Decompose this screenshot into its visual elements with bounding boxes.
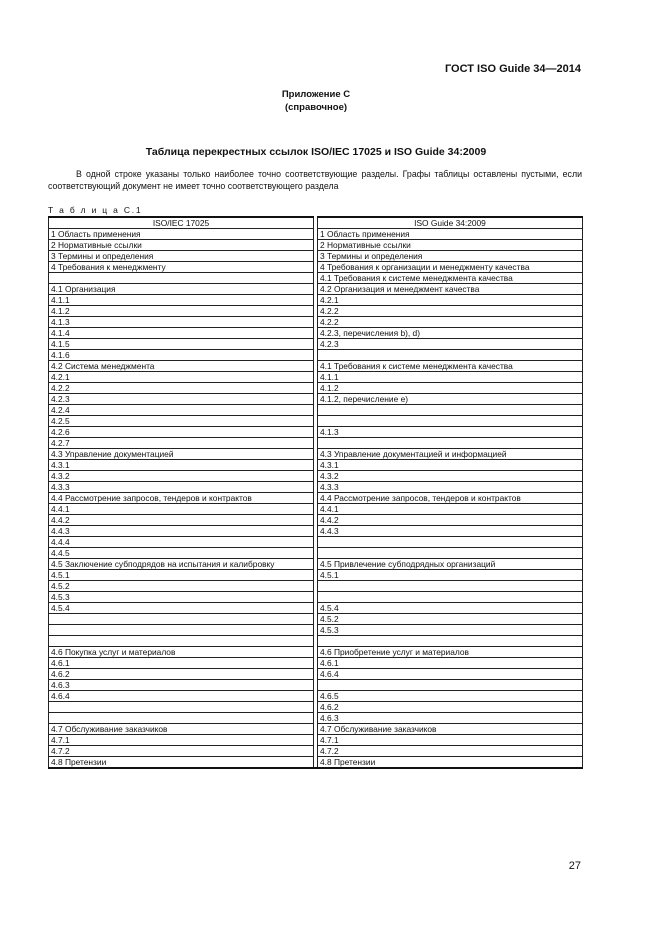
document-code-header: ГОСТ ISO Guide 34—2014 [444, 63, 581, 75]
table-row [49, 493, 583, 504]
column-header-iso-guide-34: ISO Guide 34:2009 [318, 217, 583, 229]
cell-iso-guide-34: 3 Термины и определения [318, 251, 583, 262]
table-row [49, 570, 583, 581]
table-row [49, 482, 583, 493]
cell-iso-guide-34: 4.6.2 [318, 702, 583, 713]
cell-iso-iec-17025: 4.5 Заключение субподрядов на испытания и калибровку [49, 559, 314, 570]
cell-iso-guide-34: 4.4 Рассмотрение запросов, тендеров и контрактов [318, 493, 583, 504]
cell-iso-guide-34: 4.5 Привлечение субподрядных организаций [318, 559, 583, 570]
intro-paragraph [48, 168, 582, 192]
cell-iso-guide-34 [318, 548, 583, 559]
table-row [49, 295, 583, 306]
cell-iso-guide-34: 4 Требования к организации и менеджменту качества [318, 262, 583, 273]
cell-iso-iec-17025 [49, 713, 314, 724]
table-row [49, 306, 583, 317]
cell-iso-iec-17025: 4.4.1 [49, 504, 314, 515]
table-row [49, 460, 583, 471]
cell-iso-guide-34: 4.6.5 [318, 691, 583, 702]
table-row [49, 592, 583, 603]
cell-iso-iec-17025 [49, 702, 314, 713]
cell-iso-guide-34: 4.1 Требования к системе менеджмента качества [318, 361, 583, 372]
cell-iso-iec-17025: 4.7.1 [49, 735, 314, 746]
cell-iso-iec-17025: 4.4.2 [49, 515, 314, 526]
table-row [49, 548, 583, 559]
cell-iso-iec-17025: 4 Требования к менеджменту [49, 262, 314, 273]
cell-iso-iec-17025: 4.2.1 [49, 372, 314, 383]
cell-iso-iec-17025: 4.5.2 [49, 581, 314, 592]
cell-iso-guide-34 [318, 405, 583, 416]
table-row [49, 273, 583, 284]
table-row [49, 427, 583, 438]
cell-iso-guide-34: 1 Область применения [318, 229, 583, 240]
cell-iso-guide-34: 4.2.1 [318, 295, 583, 306]
cell-iso-iec-17025: 4.1.1 [49, 295, 314, 306]
table-row [49, 625, 583, 636]
cell-iso-iec-17025: 4.5.3 [49, 592, 314, 603]
table-row [49, 394, 583, 405]
table-row [49, 405, 583, 416]
table-row [49, 680, 583, 691]
cell-iso-guide-34: 4.2.2 [318, 306, 583, 317]
cell-iso-guide-34: 4.1.1 [318, 372, 583, 383]
cell-iso-iec-17025: 4.2.6 [49, 427, 314, 438]
table-row [49, 504, 583, 515]
cell-iso-iec-17025 [49, 636, 314, 647]
table-header-row [49, 217, 583, 229]
table-row [49, 317, 583, 328]
cell-iso-guide-34: 4.3.3 [318, 482, 583, 493]
table-row [49, 702, 583, 713]
cell-iso-guide-34 [318, 438, 583, 449]
cell-iso-guide-34: 4.2.3 [318, 339, 583, 350]
cell-iso-guide-34: 4.1.3 [318, 427, 583, 438]
table-row [49, 416, 583, 427]
cell-iso-iec-17025: 4.2.5 [49, 416, 314, 427]
table-row [49, 449, 583, 460]
intro-text: В одной строке указаны только наиболее точно соответствующие разделы. Графы таблицы оставлены пустыми, если соответствующий документ не имеет точно соответствующего раздела [48, 169, 582, 191]
cell-iso-guide-34 [318, 537, 583, 548]
table-row [49, 438, 583, 449]
cell-iso-iec-17025: 4.6 Покупка услуг и материалов [49, 647, 314, 658]
table-row [49, 240, 583, 251]
table-row [49, 383, 583, 394]
cell-iso-iec-17025: 4.1.2 [49, 306, 314, 317]
cell-iso-iec-17025 [49, 614, 314, 625]
table-row [49, 262, 583, 273]
cell-iso-iec-17025: 4.5.4 [49, 603, 314, 614]
cell-iso-iec-17025: 4.3.3 [49, 482, 314, 493]
table-row [49, 746, 583, 757]
cell-iso-iec-17025: 4.6.1 [49, 658, 314, 669]
table-row [49, 526, 583, 537]
cell-iso-guide-34: 4.1.2, перечисление е) [318, 394, 583, 405]
cell-iso-guide-34: 4.8 Претензии [318, 757, 583, 769]
cell-iso-iec-17025: 4.1.5 [49, 339, 314, 350]
cell-iso-iec-17025: 3 Термины и определения [49, 251, 314, 262]
table-row [49, 537, 583, 548]
cell-iso-iec-17025: 1 Область применения [49, 229, 314, 240]
cell-iso-guide-34: 4.6 Приобретение услуг и материалов [318, 647, 583, 658]
table-row [49, 757, 583, 769]
cell-iso-iec-17025: 4.5.1 [49, 570, 314, 581]
table-row [49, 647, 583, 658]
table-title: Таблица перекрестных ссылок ISO/IEC 17025 и ISO Guide 34:2009 [145, 146, 487, 158]
cell-iso-guide-34: 4.3.2 [318, 471, 583, 482]
cell-iso-guide-34: 4.3 Управление документацией и информацией [318, 449, 583, 460]
table-label: Т а б л и ц а С.1 [48, 205, 143, 215]
cell-iso-guide-34: 4.1 Требования к системе менеджмента качества [318, 273, 583, 284]
table-row [49, 471, 583, 482]
table-row [49, 229, 583, 240]
cell-iso-iec-17025: 4.2.2 [49, 383, 314, 394]
cell-iso-iec-17025: 4.3.1 [49, 460, 314, 471]
cell-iso-guide-34: 4.4.3 [318, 526, 583, 537]
cell-iso-iec-17025: 4.3 Управление документацией [49, 449, 314, 460]
cell-iso-iec-17025: 4.4.3 [49, 526, 314, 537]
cell-iso-guide-34: 4.5.4 [318, 603, 583, 614]
cell-iso-iec-17025: 4.4 Рассмотрение запросов, тендеров и контрактов [49, 493, 314, 504]
cell-iso-guide-34: 4.2.2 [318, 317, 583, 328]
table-row [49, 658, 583, 669]
cell-iso-guide-34: 4.5.3 [318, 625, 583, 636]
table-row [49, 284, 583, 295]
cell-iso-iec-17025: 4.4.4 [49, 537, 314, 548]
cell-iso-guide-34: 4.4.1 [318, 504, 583, 515]
cell-iso-iec-17025: 4.2.3 [49, 394, 314, 405]
cell-iso-guide-34: 2 Нормативные ссылки [318, 240, 583, 251]
cell-iso-iec-17025: 4.1 Организация [49, 284, 314, 295]
cross-reference-table [48, 216, 583, 769]
table-row [49, 251, 583, 262]
cell-iso-iec-17025: 4.4.5 [49, 548, 314, 559]
table-row [49, 614, 583, 625]
cell-iso-iec-17025: 4.2.7 [49, 438, 314, 449]
cell-iso-iec-17025: 2 Нормативные ссылки [49, 240, 314, 251]
cell-iso-iec-17025: 4.3.2 [49, 471, 314, 482]
table-row [49, 603, 583, 614]
table-row [49, 515, 583, 526]
cell-iso-guide-34 [318, 416, 583, 427]
cell-iso-guide-34: 4.7 Обслуживание заказчиков [318, 724, 583, 735]
table-row [49, 636, 583, 647]
annex-subtitle: (справочное) [284, 102, 348, 113]
cell-iso-guide-34: 4.7.1 [318, 735, 583, 746]
cell-iso-guide-34: 4.4.2 [318, 515, 583, 526]
cell-iso-guide-34: 4.6.3 [318, 713, 583, 724]
table-row [49, 350, 583, 361]
cell-iso-guide-34: 4.6.4 [318, 669, 583, 680]
cell-iso-iec-17025: 4.2 Система менеджмента [49, 361, 314, 372]
cell-iso-iec-17025: 4.6.4 [49, 691, 314, 702]
cell-iso-guide-34: 4.5.1 [318, 570, 583, 581]
table-row [49, 735, 583, 746]
cell-iso-guide-34: 4.6.1 [318, 658, 583, 669]
table-row [49, 328, 583, 339]
table-row [49, 339, 583, 350]
cell-iso-iec-17025: 4.1.6 [49, 350, 314, 361]
table-row [49, 724, 583, 735]
cell-iso-iec-17025: 4.1.3 [49, 317, 314, 328]
table-row [49, 361, 583, 372]
cell-iso-iec-17025 [49, 273, 314, 284]
table-body [49, 229, 583, 769]
annex-heading [0, 88, 632, 114]
cell-iso-guide-34: 4.2.3, перечисления b), d) [318, 328, 583, 339]
cell-iso-guide-34 [318, 350, 583, 361]
cell-iso-iec-17025: 4.1.4 [49, 328, 314, 339]
column-header-iso-iec-17025: ISO/IEC 17025 [49, 217, 314, 229]
table-row [49, 559, 583, 570]
cell-iso-guide-34 [318, 680, 583, 691]
cell-iso-iec-17025: 4.8 Претензии [49, 757, 314, 769]
table-row [49, 669, 583, 680]
cell-iso-guide-34: 4.1.2 [318, 383, 583, 394]
cell-iso-guide-34: 4.5.2 [318, 614, 583, 625]
table-row [49, 581, 583, 592]
cell-iso-guide-34: 4.2 Организация и менеджмент качества [318, 284, 583, 295]
cell-iso-guide-34 [318, 636, 583, 647]
table-row [49, 691, 583, 702]
table-row [49, 713, 583, 724]
cell-iso-iec-17025: 4.6.3 [49, 680, 314, 691]
cell-iso-guide-34: 4.3.1 [318, 460, 583, 471]
cell-iso-iec-17025: 4.2.4 [49, 405, 314, 416]
cell-iso-iec-17025: 4.7 Обслуживание заказчиков [49, 724, 314, 735]
annex-title: Приложение С [281, 89, 351, 100]
cell-iso-guide-34 [318, 581, 583, 592]
table-row [49, 372, 583, 383]
cell-iso-guide-34 [318, 592, 583, 603]
cell-iso-iec-17025: 4.7.2 [49, 746, 314, 757]
page-number: 27 [568, 860, 581, 872]
cell-iso-iec-17025 [49, 625, 314, 636]
cell-iso-iec-17025: 4.6.2 [49, 669, 314, 680]
cell-iso-guide-34: 4.7.2 [318, 746, 583, 757]
